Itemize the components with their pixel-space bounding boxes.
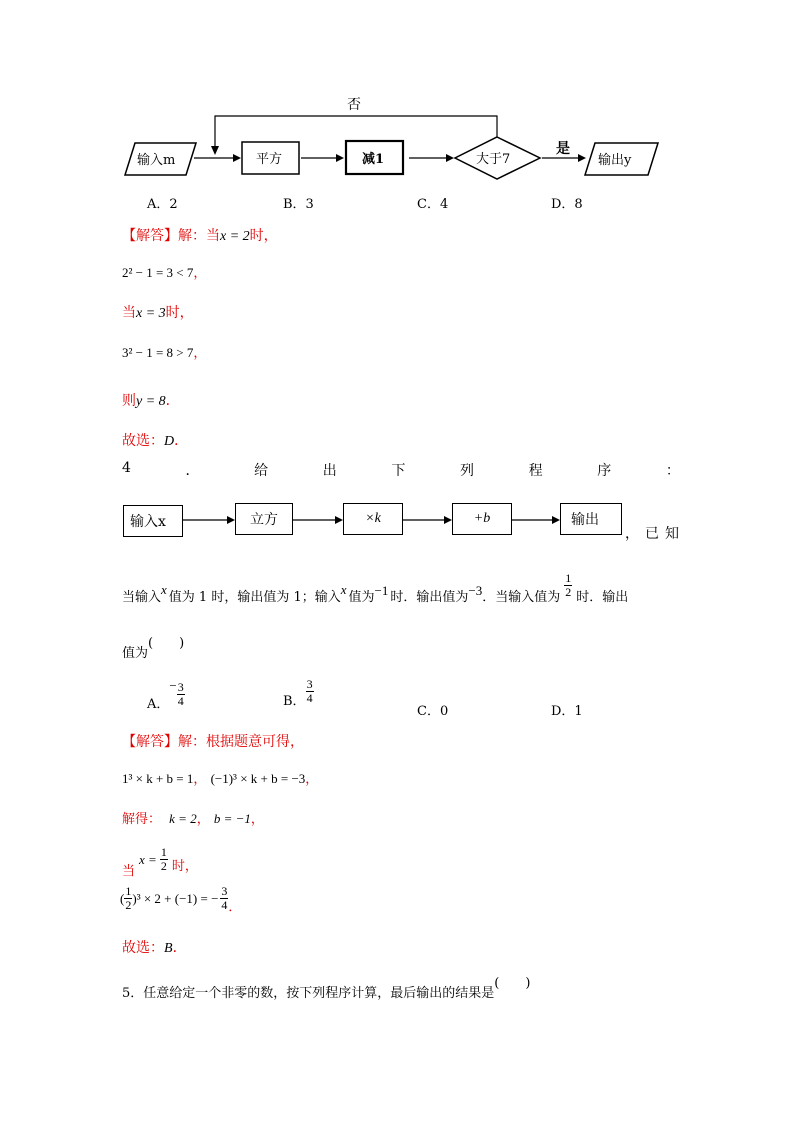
comma: ， (193, 266, 207, 281)
choice-letter: B (164, 941, 173, 956)
q3-option-b: B．3 (283, 197, 314, 212)
answer-tag: 【解答】 (122, 228, 178, 244)
fraction-half (564, 572, 572, 599)
when-suffix: 时， (165, 305, 194, 321)
fraction-denominator: 2 (125, 898, 132, 912)
fraction-half (124, 885, 132, 912)
q4-after-flow: ，已知 (625, 526, 685, 542)
solution-intro: 解：当 (178, 228, 220, 244)
var-x: x (340, 581, 347, 597)
stem-text: ．当输入值为 (482, 590, 561, 605)
heading-char: 出 (322, 463, 337, 479)
q4-heading (122, 460, 680, 480)
q4-stem-line-1 (122, 566, 628, 605)
stem-text: 当输入 (122, 590, 162, 605)
flow-arrowhead (227, 516, 235, 524)
comma: ， (250, 812, 264, 827)
answer-tag: 【解答】 (122, 734, 178, 750)
input-m-label: 输入m (137, 153, 176, 168)
choice-end: ． (174, 433, 189, 449)
choose-label: 故选： (122, 433, 164, 449)
arrowhead-2 (336, 154, 344, 162)
fraction-numerator: 3 (177, 680, 184, 694)
heading-char: 4 (122, 460, 131, 476)
answer-paren: ( ) (148, 636, 185, 651)
stem-text: 时．输出 (576, 590, 629, 605)
q3-option-a: A．2 (147, 197, 178, 212)
q5-text: 5．任意给定一个非零的数，按下列程序计算，最后输出的结果是 (122, 986, 495, 1001)
q4-option-c: C．0 (417, 704, 449, 719)
q4-option-d: D．1 (551, 704, 583, 719)
loop-arrowhead (211, 146, 219, 155)
solution-intro: 解：根据题意可得， (178, 734, 304, 750)
equation-2sq: 2² − 1 = 3 < 7 (122, 265, 194, 280)
when-suffix: 时， (249, 228, 278, 244)
q5-question (122, 976, 531, 1001)
k-value: k = 2 (169, 811, 197, 826)
comma: ， (196, 812, 210, 827)
x-equals: x = (139, 851, 157, 867)
value-neg3: −3 (468, 582, 483, 598)
q4-solution-line-1 (122, 768, 318, 787)
option-label: A． (147, 697, 170, 712)
flow-box-label: 立方 (250, 512, 278, 528)
equation-x-3: x = 3 (136, 306, 166, 321)
fraction-half (160, 846, 168, 873)
solved-label: 解得： (122, 812, 162, 827)
arrowhead-4 (578, 154, 586, 162)
fraction-numerator: 3 (306, 677, 313, 691)
equation-2: (−1)³ × k + b = −3 (210, 771, 306, 786)
var-x: x (161, 581, 167, 597)
q3-solution-line-2 (122, 302, 194, 322)
fraction-numerator: 1 (160, 845, 167, 859)
q3-option-d: D．8 (551, 197, 583, 212)
comma: ， (305, 772, 319, 787)
q3-option-c: C．4 (417, 197, 449, 212)
heading-char: 列 (460, 463, 475, 479)
paren-close: ) (132, 890, 137, 906)
answer-paren: ( ) (494, 976, 531, 991)
value-neg1: −1 (374, 582, 389, 598)
q4-option-b (283, 677, 314, 709)
fraction-numerator: 1 (125, 884, 132, 898)
fraction-denominator: 2 (565, 585, 572, 599)
then: 则 (122, 393, 136, 409)
output-y-label: 输出y (598, 153, 632, 168)
choice-end: ． (172, 940, 187, 956)
evaluation: ³ × 2 + (−1) = − (136, 890, 219, 906)
choose-label: 故选： (122, 940, 164, 956)
equation-y-8: y = 8 (136, 394, 166, 409)
heading-char: 程 (528, 463, 543, 479)
flow-arrowhead (335, 516, 343, 524)
arrowhead-3 (446, 154, 454, 162)
fraction-denominator: 4 (177, 694, 184, 708)
q4-option-a (147, 678, 185, 712)
q3-solution-line-3 (122, 342, 206, 361)
q3-solution-line-1 (122, 262, 206, 281)
q4-choose-line (122, 937, 187, 957)
arrowhead-1 (233, 154, 241, 162)
minus1-label: 减1 (362, 152, 385, 167)
fraction-denominator: 4 (221, 898, 228, 912)
no-label: 否 (347, 97, 361, 113)
flow-box-label: 输入x (130, 514, 166, 530)
b-value: b = −1 (213, 811, 251, 826)
period: ． (228, 900, 242, 915)
flow-box-label: +b (473, 511, 491, 526)
comma: ， (193, 772, 207, 787)
flowchart-1 (0, 0, 800, 200)
q4-stem-line-2 (122, 636, 185, 661)
period: ． (165, 393, 180, 409)
q4-solution-line-2 (122, 808, 264, 827)
flow-arrowhead (444, 516, 452, 524)
result-fraction (220, 885, 228, 912)
choice-letter: D (164, 434, 175, 449)
option-sign: − (169, 678, 177, 693)
comma: ， (193, 346, 207, 361)
equation-x-2: x = 2 (220, 229, 250, 244)
fraction-numerator: 3 (221, 884, 228, 898)
flow-box-label: 输出 (571, 512, 599, 528)
when: 当 (122, 864, 136, 879)
yes-label: 是 (556, 141, 570, 157)
flow-box-label: ×k (365, 511, 381, 526)
q3-solution-line-0 (122, 225, 278, 245)
option-fraction (177, 681, 185, 708)
square-label: 平方 (256, 152, 283, 167)
equation-3sq: 3² − 1 = 8 > 7 (122, 345, 194, 360)
when: 当 (122, 305, 136, 321)
q3-solution-line-4 (122, 390, 180, 410)
stem-text: 值为 (348, 590, 375, 605)
flow-arrowhead (552, 516, 560, 524)
stem-text: 值为 (122, 646, 149, 661)
heading-char: 下 (391, 463, 406, 479)
q4-solution-line-3 (122, 840, 198, 879)
fraction-numerator: 1 (565, 571, 572, 585)
q4-solution-line-0 (122, 731, 304, 751)
q3-choose-line (122, 430, 188, 450)
when-suffix: 时， (171, 859, 198, 874)
heading-char: ： (665, 463, 680, 479)
decision-label: 大于7 (476, 152, 511, 167)
paren-open: ( (120, 890, 125, 906)
equation-1: 1³ × k + b = 1 (122, 771, 194, 786)
stem-text: 值为 1 时，输出值为 1；输入 (168, 590, 341, 605)
stem-text: 时．输出值为 (390, 590, 469, 605)
q4-solution-line-4 (120, 882, 241, 915)
option-fraction (306, 678, 314, 705)
heading-char: ． (185, 463, 200, 479)
fraction-denominator: 2 (160, 859, 167, 873)
fraction-denominator: 4 (306, 691, 313, 705)
heading-char: 给 (254, 463, 269, 479)
option-label: B． (283, 694, 306, 709)
heading-char: 序 (597, 463, 612, 479)
